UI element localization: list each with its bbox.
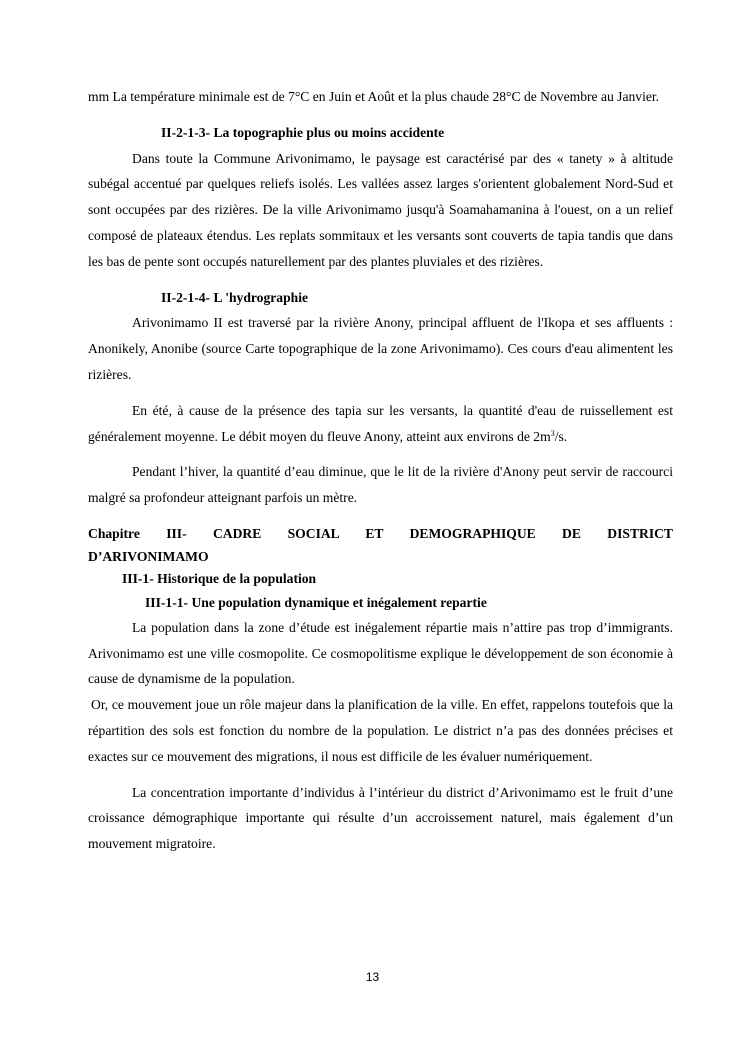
superscript-cube: 3 — [550, 428, 555, 438]
heading-hydrographie: II-2-1-4- L 'hydrographie — [161, 289, 309, 305]
heading-population-dynamique: III-1-1- Une population dynamique et inégalement repartie — [145, 594, 487, 610]
paragraph-hydrographie-1: Arivonimamo II est traversé par la rivière Anony, principal affluent de l'Ikopa et ses affluents : Anonikely, Anonibe (source Carte topographique de la zone Arivonimamo). Ces cours d'eau alimentent les rizières. — [88, 315, 673, 382]
chapter-title: Chapitre III- CADRE SOCIAL ET DEMOGRAPHIQUE DE DISTRICT — [88, 525, 673, 541]
paragraph-hydrographie-2 — [88, 398, 673, 450]
paragraph-intro: mm La température minimale est de 7°C en Juin et Août et la plus chaude 28°C de Novembre au Janvier. — [88, 89, 660, 104]
chapter-title-line2: D’ARIVONIMAMO — [88, 548, 209, 564]
paragraph-topographie: Dans toute la Commune Arivonimamo, le paysage est caractérisé par des « tanety » à altitude subégal accentué par quelques reliefs isolés. Les vallées assez larges s'orientent globalement Nord-Sud et sont occupées par des rizières. De la ville Arivonimamo jusqu'à Soamahamanina à l'ouest, on a un relief composé de plateaux étendus. Les replats sommitaux et les versants sont couverts de tapia tandis que dans les bas de pente sont occupés naturellement par des plantes pluviales et des rizières. — [88, 150, 673, 269]
paragraph-hydrographie-2-unit: /s. — [554, 428, 568, 444]
heading-topographie: II-2-1-3- La topographie plus ou moins accidente — [161, 124, 445, 140]
paragraph-hydrographie-2-text: En été, à cause de la présence des tapia sur les versants, la quantité d'eau de ruissellement est généralement moyenne. Le débit moyen du fleuve Anony, atteint aux environs de 2m — [88, 402, 673, 444]
paragraph-population-2: Or, ce mouvement joue un rôle majeur dans la planification de la ville. En effet, rappelons toutefois que la répartition des sols est fonction du nombre de la population. Le district n’a pas des données précises et exactes sur ce mouvement des migrations, il nous est difficile de les évaluer numériquement. — [88, 697, 673, 764]
paragraph-population-1: La population dans la zone d’étude est inégalement répartie mais n’attire pas trop d’immigrants. Arivonimamo est une ville cosmopolite. Ce cosmopolitisme explique le développement de son économie à cause de dynamisme de la population. — [88, 619, 673, 687]
paragraph-hydrographie-3: Pendant l’hiver, la quantité d’eau diminue, que le lit de la rivière d'Anony peut servir de raccourci malgré sa profondeur atteignant parfois un mètre. — [88, 464, 673, 506]
page-number: 13 — [365, 970, 380, 984]
document-page — [88, 84, 673, 857]
paragraph-population-3: La concentration importante d’individus à l’intérieur du district d’Arivonimamo est le fruit d’une croissance démographique importante qui résulte d’un accroissement naturel, mais également d’un mouvement migratoire. — [88, 784, 673, 852]
heading-historique-population: III-1- Historique de la population — [122, 570, 317, 586]
